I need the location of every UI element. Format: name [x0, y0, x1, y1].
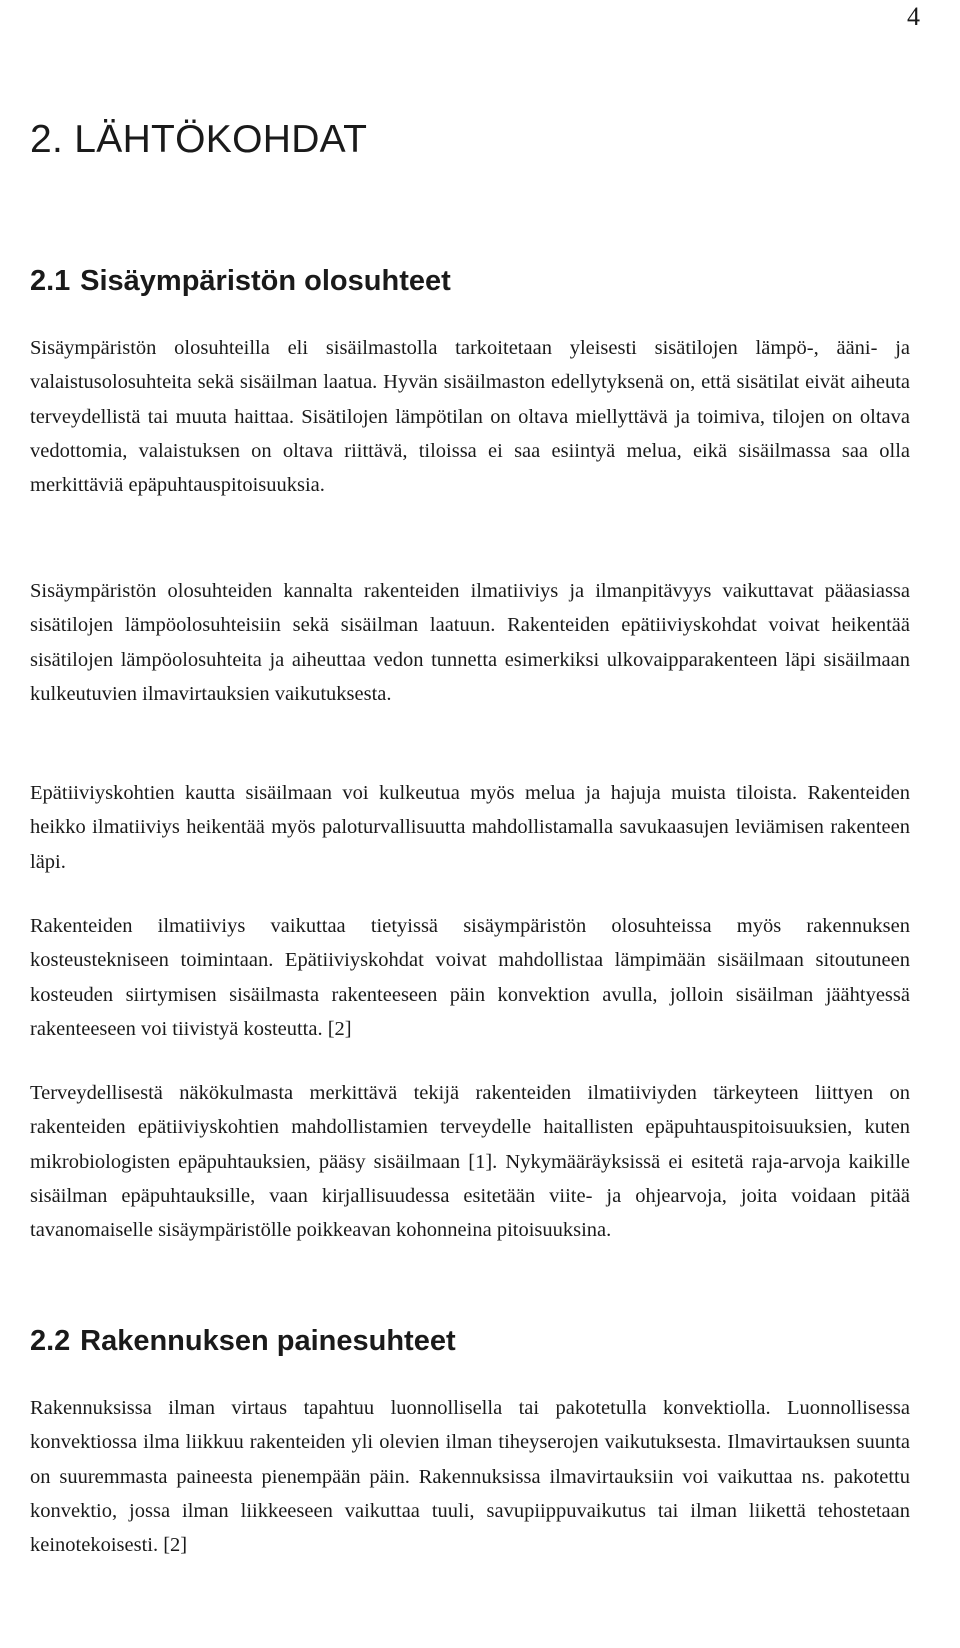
section-number: 2.1: [30, 265, 71, 297]
section-title: Rakennuksen painesuhteet: [80, 1325, 456, 1357]
paragraph: Terveydellisestä näkökulmasta merkittävä tekijä rakenteiden ilmatiiviyden tärkeyteen liittyen on rakenteiden epätiiviyskohtien mahdollistamien terveydelle haitallisten epäpuhtauspitoisuuksien, kuten mikrobiologisten epäpuhtauksien, pääsy sisäilmaan [1]. Nykymääräyksissä ei esitetä raja-arvoja kaikille sisäilman epäpuhtauksille, vaan kirjallisuudessa esitetään viite- ja ohjearvoja, joita voidaan pitää tavanomaiselle sisäympäristölle poikkeavan kohonneina pitoisuuksina.: [30, 1082, 910, 1242]
paragraph: Rakenteiden ilmatiiviys vaikuttaa tietyissä sisäympäristön olosuhteissa myös rakennuksen kosteustekniseen toimintaan. Epätiiviyskohdat voivat mahdollistaa lämpimään sisäilmaan sitoutuneen kosteuden siirtymisen sisäilmasta rakenteeseen päin konvektion avulla, jolloin sisäilman jäähtyessä rakenteeseen voi tiivistyä kosteutta. [2]: [30, 915, 910, 1040]
section-heading-2-1: [30, 265, 451, 298]
paragraph: Epätiiviyskohtien kautta sisäilmaan voi kulkeutua myös melua ja hajuja muista tiloista. Rakenteiden heikko ilmatiiviys heikentää myös paloturvallisuutta mahdollistamalla savukaasujen leviämisen rakenteen läpi.: [30, 782, 910, 873]
chapter-number: 2.: [30, 118, 64, 161]
chapter-title: LÄHTÖKOHDAT: [74, 118, 368, 161]
section-title: Sisäympäristön olosuhteet: [80, 265, 451, 297]
section-number: 2.2: [30, 1325, 71, 1357]
section-heading-2-2: [30, 1325, 456, 1358]
paragraph: Rakennuksissa ilman virtaus tapahtuu luonnollisella tai pakotetulla konvektiolla. Luonnollisessa konvektiossa ilma liikkuu rakenteiden yli olevien ilman tiheyserojen vaikutuksesta. Ilmavirtauksen suunta on suuremmasta paineesta pienempään päin. Rakennuksissa ilmavirtauksiin voi vaikuttaa ns. pakotettu konvektio, jossa ilman liikkeeseen vaikuttaa tuuli, savupiippuvaikutus tai ilman liikettä tehostetaan keinotekoisesti. [2]: [30, 1397, 910, 1557]
paragraph: Sisäympäristön olosuhteilla eli sisäilmastolla tarkoitetaan yleisesti sisätilojen lämpö-, ääni- ja valaistusolosuhteita sekä sisäilman laatua. Hyvän sisäilmaston edellytyksenä on, että sisätilat eivät aiheuta terveydellistä tai muuta haittaa. Sisätilojen lämpötilan on oltava miellyttävä ja toimiva, tilojen on oltava vedottomia, valaistuksen on oltava riittävä, tiloissa ei saa esiintyä melua, eikä sisäilmassa saa olla merkittäviä epäpuhtauspitoisuuksia.: [30, 337, 910, 497]
chapter-heading: [30, 118, 367, 162]
paragraph: Sisäympäristön olosuhteiden kannalta rakenteiden ilmatiiviys ja ilmanpitävyys vaikuttavat pääasiassa sisätilojen lämpöolosuhteisiin sekä sisäilman laatuun. Rakenteiden epätiiviyskohdat voivat heikentää sisätilojen lämpöolosuhteita ja aiheuttaa vedon tunnetta esimerkiksi ulkovaipparakenteen läpi sisäilmaan kulkeutuvien ilmavirtauksien vaikutuksesta.: [30, 580, 910, 705]
page-number: 4: [907, 2, 920, 31]
